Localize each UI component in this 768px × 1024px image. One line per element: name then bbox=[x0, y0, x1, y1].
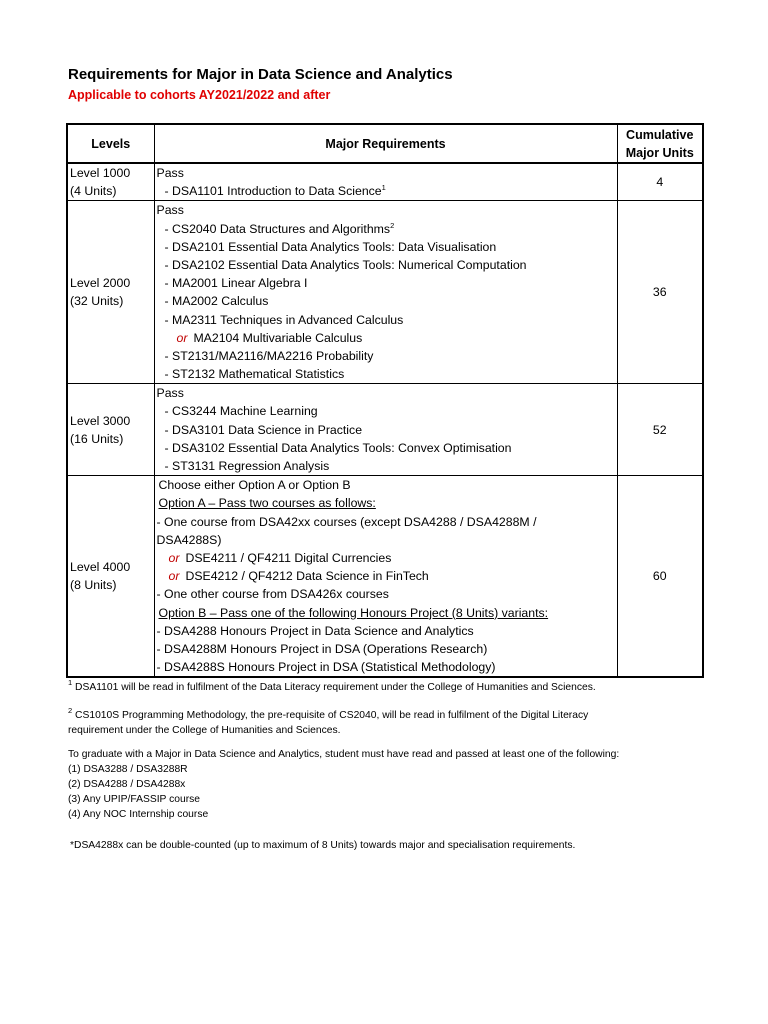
header-cumulative-line2: Major Units bbox=[625, 145, 694, 160]
req-line: - DSA4288S Honours Project in DSA (Statistical Methodology) bbox=[156, 660, 496, 675]
req-line: - ST3131 Regression Analysis bbox=[164, 459, 330, 473]
req-line: - DSA4288 Honours Project in Data Science and Analytics bbox=[156, 623, 474, 638]
option-b-heading: Option B – Pass one of the following Honours Project (8 Units) variants: bbox=[158, 605, 549, 620]
req-line bbox=[157, 220, 617, 238]
req-line: - DSA4288M Honours Project in DSA (Operations Research) bbox=[156, 641, 488, 656]
level-units: (4 Units) bbox=[70, 184, 117, 199]
footnote-1-text: DSA1101 will be read in fulfilment of the Data Literacy requirement under the College of Humanities and Sciences. bbox=[75, 682, 596, 693]
req-line: Pass bbox=[156, 203, 184, 218]
table-header-row bbox=[67, 124, 703, 163]
option-a-heading: Option A – Pass two courses as follows: bbox=[158, 496, 376, 511]
notes-section bbox=[68, 680, 708, 853]
requirements-cell bbox=[154, 201, 617, 384]
level-units: (8 Units) bbox=[70, 578, 117, 593]
req-line: - DSA2102 Essential Data Analytics Tools: Numerical Computation bbox=[164, 257, 527, 272]
header-major-requirements: Major Requirements bbox=[154, 124, 617, 163]
req-line-text: DSE4212 / QF4212 Data Science in FinTech bbox=[185, 569, 429, 584]
cumulative-units: 36 bbox=[617, 201, 703, 384]
cumulative-units: 4 bbox=[617, 163, 703, 201]
cumulative-units: 52 bbox=[617, 384, 703, 476]
req-line: Pass bbox=[156, 386, 184, 401]
header-cumulative-line1: Cumulative bbox=[626, 127, 694, 142]
table-row-level-1000 bbox=[67, 163, 703, 201]
req-line: - ST2131/MA2116/MA2216 Probability bbox=[164, 348, 374, 363]
footnote-marker: 1 bbox=[381, 183, 386, 193]
req-line-alternative bbox=[157, 567, 617, 585]
graduation-item: (2) DSA4288 / DSA4288x bbox=[68, 779, 186, 790]
req-line: - ST2132 Mathematical Statistics bbox=[164, 367, 345, 382]
footnote-2-text: CS1010S Programming Methodology, the pre-requisite of CS2040, will be read in fulfilment of the Digital Literacy bbox=[75, 710, 589, 721]
page-subtitle: Applicable to cohorts AY2021/2022 and after bbox=[68, 88, 331, 102]
header-levels: Levels bbox=[67, 124, 154, 163]
req-line-text: - CS2040 Data Structures and Algorithms bbox=[164, 221, 391, 236]
footnote-1 bbox=[68, 680, 708, 695]
req-line-alternative bbox=[157, 549, 617, 567]
req-line-alternative bbox=[157, 329, 617, 347]
req-line: - CS3244 Machine Learning bbox=[164, 404, 318, 419]
req-line: DSA4288S) bbox=[156, 532, 222, 547]
req-line: - DSA2101 Essential Data Analytics Tools: Data Visualisation bbox=[164, 239, 497, 254]
level-units: (32 Units) bbox=[70, 294, 124, 309]
graduation-item: (3) Any UPIP/FASSIP course bbox=[68, 794, 201, 805]
double-count-note: *DSA4288x can be double-counted (up to maximum of 8 Units) towards major and specialisation requirements. bbox=[70, 840, 576, 851]
req-line: - MA2311 Techniques in Advanced Calculus bbox=[164, 312, 404, 327]
req-line: - MA2002 Calculus bbox=[164, 294, 269, 309]
table-row-level-3000 bbox=[67, 384, 703, 476]
footnote-1-marker: 1 bbox=[68, 678, 73, 687]
req-line-text: MA2104 Multivariable Calculus bbox=[193, 330, 363, 345]
footnote-2-marker: 2 bbox=[68, 706, 73, 715]
header-cumulative bbox=[617, 124, 703, 163]
graduation-item: (1) DSA3288 / DSA3288R bbox=[68, 764, 188, 775]
requirements-cell bbox=[154, 384, 617, 476]
graduation-item: (4) Any NOC Internship course bbox=[68, 809, 209, 820]
req-line: - One course from DSA42xx courses (except DSA4288 / DSA4288M / bbox=[156, 514, 537, 529]
level-cell bbox=[67, 201, 154, 384]
req-line bbox=[157, 182, 617, 200]
requirements-cell bbox=[154, 163, 617, 201]
level-name: Level 2000 bbox=[70, 276, 131, 291]
footnote-2 bbox=[68, 708, 708, 738]
or-keyword: or bbox=[176, 330, 188, 345]
page-title: Requirements for Major in Data Science and Analytics bbox=[68, 66, 453, 83]
req-line-text: DSE4211 / QF4211 Digital Currencies bbox=[185, 550, 392, 565]
requirements-cell bbox=[154, 476, 617, 678]
or-keyword: or bbox=[168, 550, 180, 565]
level-name: Level 3000 bbox=[70, 413, 131, 428]
req-line-text: - DSA1101 Introduction to Data Science bbox=[164, 184, 382, 199]
level-name: Level 1000 bbox=[70, 166, 131, 181]
cumulative-units: 60 bbox=[617, 476, 703, 678]
req-line: - MA2001 Linear Algebra I bbox=[164, 276, 308, 291]
or-keyword: or bbox=[168, 569, 180, 584]
level-cell bbox=[67, 163, 154, 201]
req-line: - One other course from DSA426x courses bbox=[156, 587, 389, 602]
footnote-marker: 2 bbox=[390, 220, 395, 230]
level-cell bbox=[67, 476, 154, 678]
footnote-2-text-cont: requirement under the College of Humanities and Sciences. bbox=[68, 725, 341, 736]
graduation-requirement bbox=[68, 747, 708, 822]
requirements-table bbox=[66, 123, 704, 678]
level-name: Level 4000 bbox=[70, 560, 131, 575]
table-row-level-4000 bbox=[67, 476, 703, 678]
req-line: Choose either Option A or Option B bbox=[158, 478, 351, 493]
graduation-intro: To graduate with a Major in Data Science and Analytics, student must have read and passed at least one of the following: bbox=[68, 749, 620, 760]
req-line: - DSA3101 Data Science in Practice bbox=[164, 422, 363, 437]
table-row-level-2000 bbox=[67, 201, 703, 384]
req-line: Pass bbox=[156, 166, 184, 180]
level-units: (16 Units) bbox=[70, 431, 124, 446]
req-line: - DSA3102 Essential Data Analytics Tools: Convex Optimisation bbox=[164, 440, 512, 455]
level-cell bbox=[67, 384, 154, 476]
